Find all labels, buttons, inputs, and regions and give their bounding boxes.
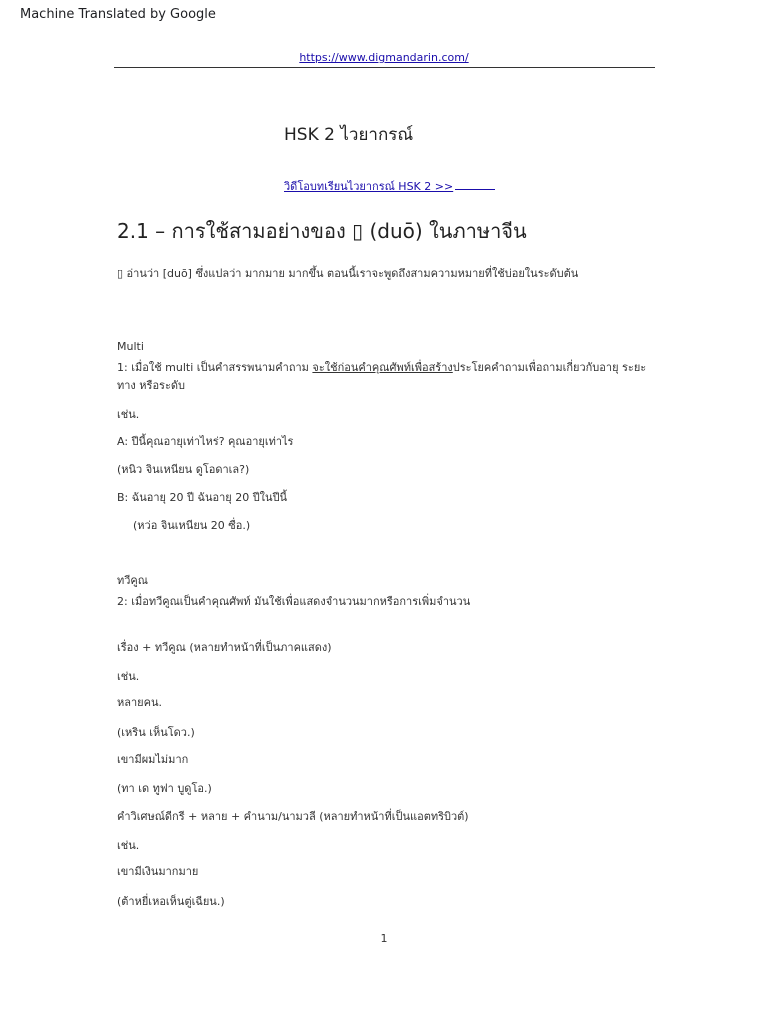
- part1-example-line: A: ปีนี้คุณอายุเท่าไหร่? คุณอายุเท่าไร: [117, 435, 294, 448]
- intro-paragraph: ▯ อ่านว่า [duō] ซึ่งแปลว่า มากมาย มากขึ้น ตอนนี้เราจะพูดถึงสามความหมายที่ใช้บ่อยในระดับต้น: [117, 267, 579, 280]
- link-underline-pad: [455, 178, 495, 190]
- part2-example-label: เช่น.: [117, 839, 140, 852]
- part1-desc-suffix: ประโยคคำถามเพื่อถามเกี่ยวกับอายุ ระยะทาง หรือระดับ: [117, 361, 647, 392]
- part1-desc-underlined: จะใช้ก่อนคำคุณศัพท์เพื่อสร้าง: [312, 361, 453, 374]
- part2-rule-2: คำวิเศษณ์ดีกรี + หลาย + คำนาม/นามวลี (หลายทำหน้าที่เป็นแอตทริบิวต์): [117, 810, 469, 823]
- part2-example-line: (ต้าหยี่เหอเห็นตู่เฉียน.): [117, 895, 225, 908]
- part2-example-line: เขามีเงินมากมาย: [117, 865, 199, 878]
- page-title: HSK 2 ไวยากรณ์: [284, 125, 414, 145]
- part2-example-label: เช่น.: [117, 670, 140, 683]
- part1-example-label: เช่น.: [117, 408, 140, 421]
- part2-description: 2: เมื่อทวีคูณเป็นคำคุณศัพท์ มันใช้เพื่อแสดงจำนวนมากหรือการเพิ่มจำนวน: [117, 595, 471, 608]
- part1-example-line: (หว่อ จินเหนียน 20 ซื่อ.): [133, 519, 251, 532]
- part2-example-line: หลายคน.: [117, 696, 162, 709]
- machine-translation-banner: Machine Translated by Google: [20, 7, 216, 22]
- header-divider: [114, 67, 655, 68]
- part2-example-line: เขามีผมไม่มาก: [117, 753, 189, 766]
- part2-rule-1: เรื่อง + ทวีคูณ (หลายทำหน้าที่เป็นภาคแสดง): [117, 641, 332, 654]
- part1-description: [117, 359, 647, 395]
- part2-label: ทวีคูณ: [117, 574, 148, 587]
- video-lesson-link-text[interactable]: วิดีโอบทเรียนไวยากรณ์ HSK 2 >>: [284, 180, 454, 193]
- header-url-link[interactable]: https://www.digmandarin.com/: [299, 51, 469, 64]
- video-lesson-link[interactable]: [284, 177, 495, 195]
- part1-example-line: B: ฉันอายุ 20 ปี ฉันอายุ 20 ปีในปีนี้: [117, 491, 288, 504]
- part1-label: Multi: [117, 340, 144, 353]
- section-heading: 2.1 – การใช้สามอย่างของ ▯ (duō) ในภาษาจีน: [117, 219, 527, 243]
- part1-desc-prefix: 1: เมื่อใช้ multi เป็นคำสรรพนามคำถาม: [117, 361, 313, 374]
- part2-example-line: (ทา เด ทูฟา บูดูโอ.): [117, 782, 212, 795]
- part1-example-line: (หนิว จินเหนียน ดูโอดาเล?): [117, 463, 250, 476]
- part2-example-line: (เหริน เห็นโดว.): [117, 726, 195, 739]
- page-number: 1: [380, 932, 388, 945]
